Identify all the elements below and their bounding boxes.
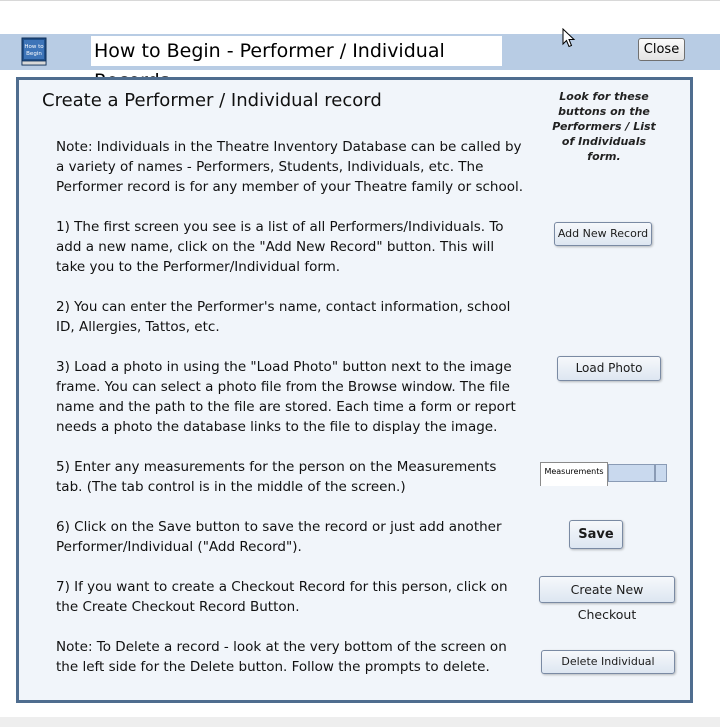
svg-text:How to: How to	[24, 44, 44, 50]
panel-title: Create a Performer / Individual record	[42, 90, 382, 111]
delete-note: Note: To Delete a record - look at the very bottom of the screen on the left side for the Delete button. Follow the prompts to delete.	[56, 639, 507, 675]
window-title: How to Begin - Performer / Individual	[91, 36, 502, 66]
step-3-text: 3) Load a photo in using the "Load Photo" button next to the image frame. You can select a photo file from the Browse window. The file name and the path to the file are stored. Each time a form or report needs a photo the database links to the file to display the image.	[56, 359, 516, 435]
bottom-strip	[0, 717, 720, 727]
step-1-text: 1) The first screen you see is a list of all Performers/Individuals. To add a new name, click on the "Add New Record" button. This will take you to the Performer/Individual form.	[56, 219, 504, 275]
svg-text:Begin: Begin	[26, 51, 42, 57]
buttons-hint: Look for these buttons on the Performers / List of Individuals form.	[552, 90, 656, 163]
intro-note: Note: Individuals in the Theatre Inventory Database can be called by a variety of names - Performers, Students, Individuals, etc. The Performer record is for any member of your Theatre family or school.	[56, 139, 524, 195]
mouse-cursor-icon	[562, 28, 576, 48]
step-2-text: 2) You can enter the Performer's name, contact information, school ID, Allergies, Tattos, etc.	[56, 299, 511, 335]
top-border	[0, 0, 720, 1]
tab-placeholder[interactable]	[655, 464, 667, 482]
close-button[interactable]: Close	[638, 38, 685, 61]
instructions-panel	[16, 77, 693, 703]
step-5-text: 5) Enter any measurements for the person on the Measurements tab. (The tab control is in the middle of the screen.)	[56, 459, 497, 495]
add-new-record-button[interactable]: Add New Record	[554, 222, 652, 246]
measurements-tab-strip	[540, 462, 670, 486]
title-bar	[0, 34, 720, 70]
step-7-text: 7) If you want to create a Checkout Record for this person, click on the Create Checkout Record Button.	[56, 579, 508, 615]
book-icon	[18, 37, 50, 67]
delete-individual-button[interactable]: Delete Individual	[541, 650, 675, 674]
tab-placeholder[interactable]	[608, 464, 655, 482]
load-photo-button[interactable]: Load Photo	[557, 356, 661, 381]
create-new-checkout-button[interactable]: Create New Checkout	[539, 576, 675, 603]
save-button[interactable]: Save	[569, 520, 623, 549]
step-6-text: 6) Click on the Save button to save the record or just add another Performer/Individual ("Add Record").	[56, 519, 502, 555]
measurements-tab[interactable]: Measurements	[540, 462, 608, 486]
